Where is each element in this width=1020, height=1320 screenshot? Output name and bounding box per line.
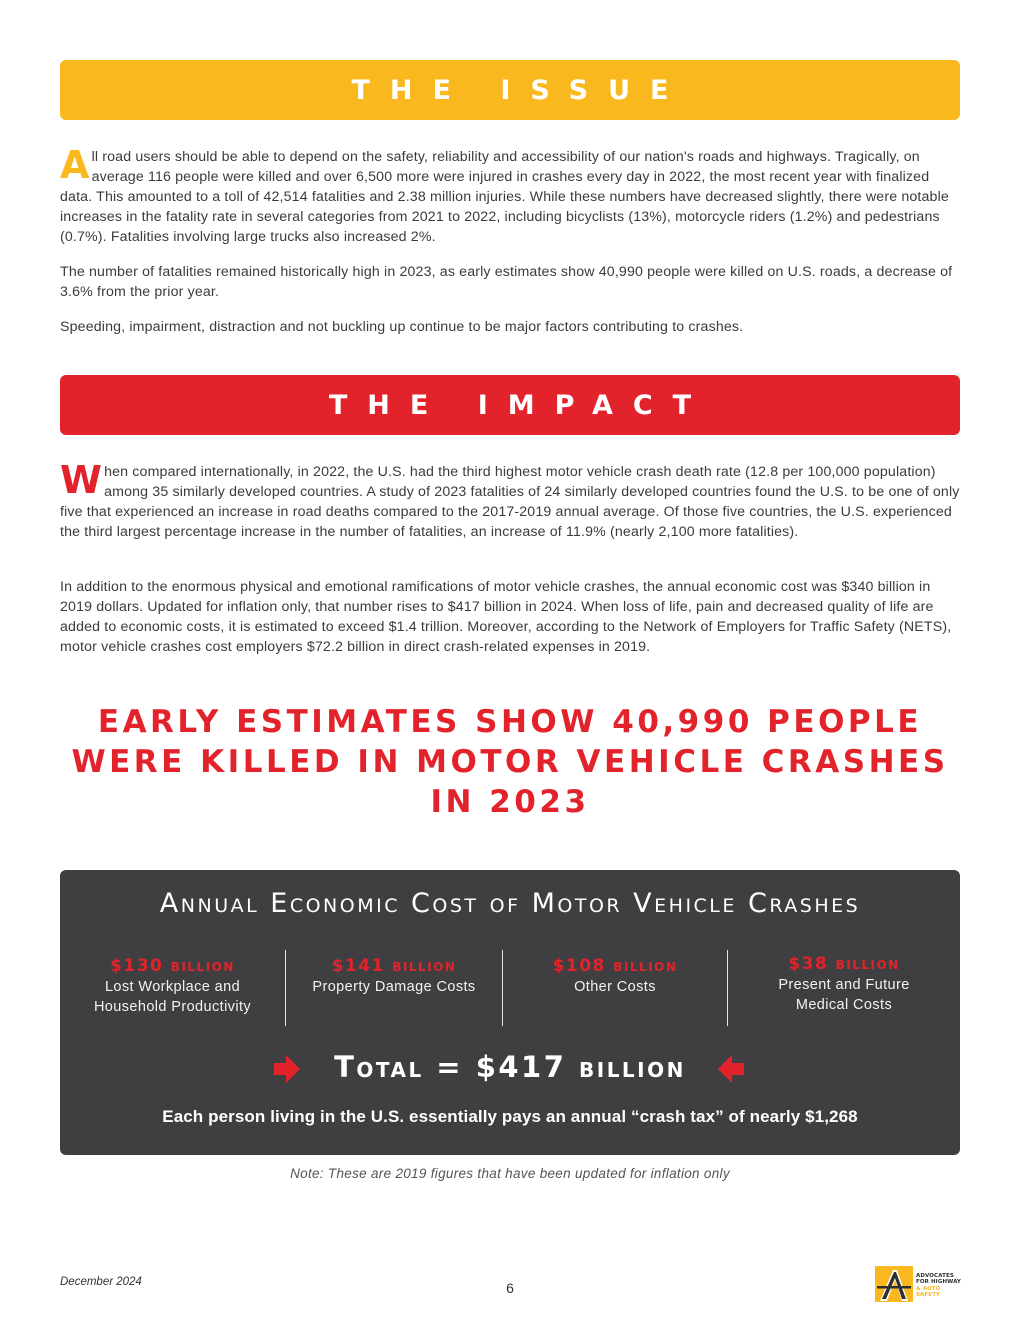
impact-banner bbox=[60, 375, 960, 435]
issue-paragraph-2: The number of fatalities remained historically high in 2023, as early estimates show 40,990 people were killed on U.S. roads, a decrease of 3.6% from the prior year. bbox=[60, 264, 953, 300]
cost-item-productivity bbox=[60, 955, 285, 1017]
issue-paragraph-1 bbox=[60, 143, 960, 247]
footer-date: December 2024 bbox=[60, 1276, 142, 1288]
cost-label: Lost Workplace and Household Productivity bbox=[93, 979, 252, 1015]
inflation-note: Note: These are 2019 figures that have been updated for inflation only bbox=[290, 1166, 730, 1181]
total-cost: Total = $417 billion bbox=[334, 1050, 686, 1084]
economic-cost-panel bbox=[60, 870, 960, 1155]
fatality-headline: EARLY ESTIMATES SHOW 40,990 PEOPLE WERE KILLED IN MOTOR VEHICLE CRASHES IN 2023 bbox=[71, 704, 949, 820]
issue-paragraph-1-text: ll road users should be able to depend on the safety, reliability and accessibility of our nation's roads and highways. Tragically, on average 116 people were killed and over 6,500 more were injured in crashes every day in 2022, the most recent year with finalized data. This amounted to a toll of 42,514 fatalities and 2.38 million injuries. While these numbers have decreased slightly, there were notable increases in the fatality rate in several categories from 2021 to 2022, including bicyclists (13%), motorcycle riders (1.2%) and pedestrians (0.7%). Fatalities involving large trucks also increased 2%. bbox=[60, 149, 949, 245]
impact-banner-title: THE IMPACT bbox=[328, 389, 712, 421]
cost-label: Other Costs bbox=[574, 979, 656, 995]
cost-amount: $141 billion bbox=[331, 956, 457, 976]
impact-paragraph-1-text: hen compared internationally, in 2022, the U.S. had the third highest motor vehicle crash death rate (12.8 per 100,000 population) among 35 similarly developed countries. A study of 2023 fatalities of 24 similarly developed countries found the U.S. to be one of only five that experienced an increase in road deaths compared to the 2017-2019 annual average. Of those five countries, the U.S. experienced the third largest percentage increase in the number of fatalities, an increase of 11.9% (nearly 2,100 more fatalities). bbox=[60, 464, 960, 540]
advocates-logo-text bbox=[916, 1273, 965, 1298]
cost-amount: $38 billion bbox=[788, 954, 900, 974]
crash-tax-statement: Each person living in the U.S. essentially pays an annual “crash tax” of nearly $1,268 bbox=[162, 1107, 858, 1126]
impact-dropcap: W bbox=[60, 458, 103, 502]
cost-label: Property Damage Costs bbox=[312, 979, 476, 995]
arrow-left-icon bbox=[716, 1054, 746, 1084]
cost-item-other bbox=[503, 955, 727, 997]
cost-item-property-damage bbox=[286, 955, 502, 997]
total-row bbox=[60, 1048, 960, 1092]
issue-dropcap: A bbox=[60, 143, 90, 187]
page-number: 6 bbox=[506, 1280, 514, 1296]
advocates-logo-icon bbox=[875, 1266, 915, 1302]
issue-banner-title: THE ISSUE bbox=[351, 74, 689, 106]
issue-paragraph-3: Speeding, impairment, distraction and not buckling up continue to be major factors contributing to crashes. bbox=[60, 319, 744, 335]
logo-line-2: FOR HIGHWAY bbox=[916, 1279, 961, 1286]
impact-paragraph-1 bbox=[60, 458, 960, 542]
cost-amount: $108 billion bbox=[552, 956, 678, 976]
impact-paragraph-2: In addition to the enormous physical and emotional ramifications of motor vehicle crashes, the annual economic cost was $340 billion in 2019 dollars. Updated for inflation only, that number rises to $417 billion in 2024. When loss of life, pain and decreased quality of life are added to economic costs, it is estimated to exceed $1.4 trillion. Moreover, according to the Network of Employers for Traffic Safety (NETS), motor vehicle crashes cost employers $72.2 billion in direct crash-related expenses in 2019. bbox=[60, 579, 952, 655]
advocates-logo bbox=[875, 1266, 965, 1302]
cost-item-medical bbox=[728, 953, 960, 1015]
cost-label: Present and Future Medical Costs bbox=[778, 977, 910, 1013]
cost-amount: $130 billion bbox=[110, 956, 235, 976]
logo-line-3: & AUTO SAFETY bbox=[916, 1285, 941, 1298]
economic-cost-title: Annual Economic Cost of Motor Vehicle Crashes bbox=[159, 888, 861, 919]
issue-banner bbox=[60, 60, 960, 120]
logo-line-1: ADVOCATES bbox=[916, 1273, 954, 1279]
